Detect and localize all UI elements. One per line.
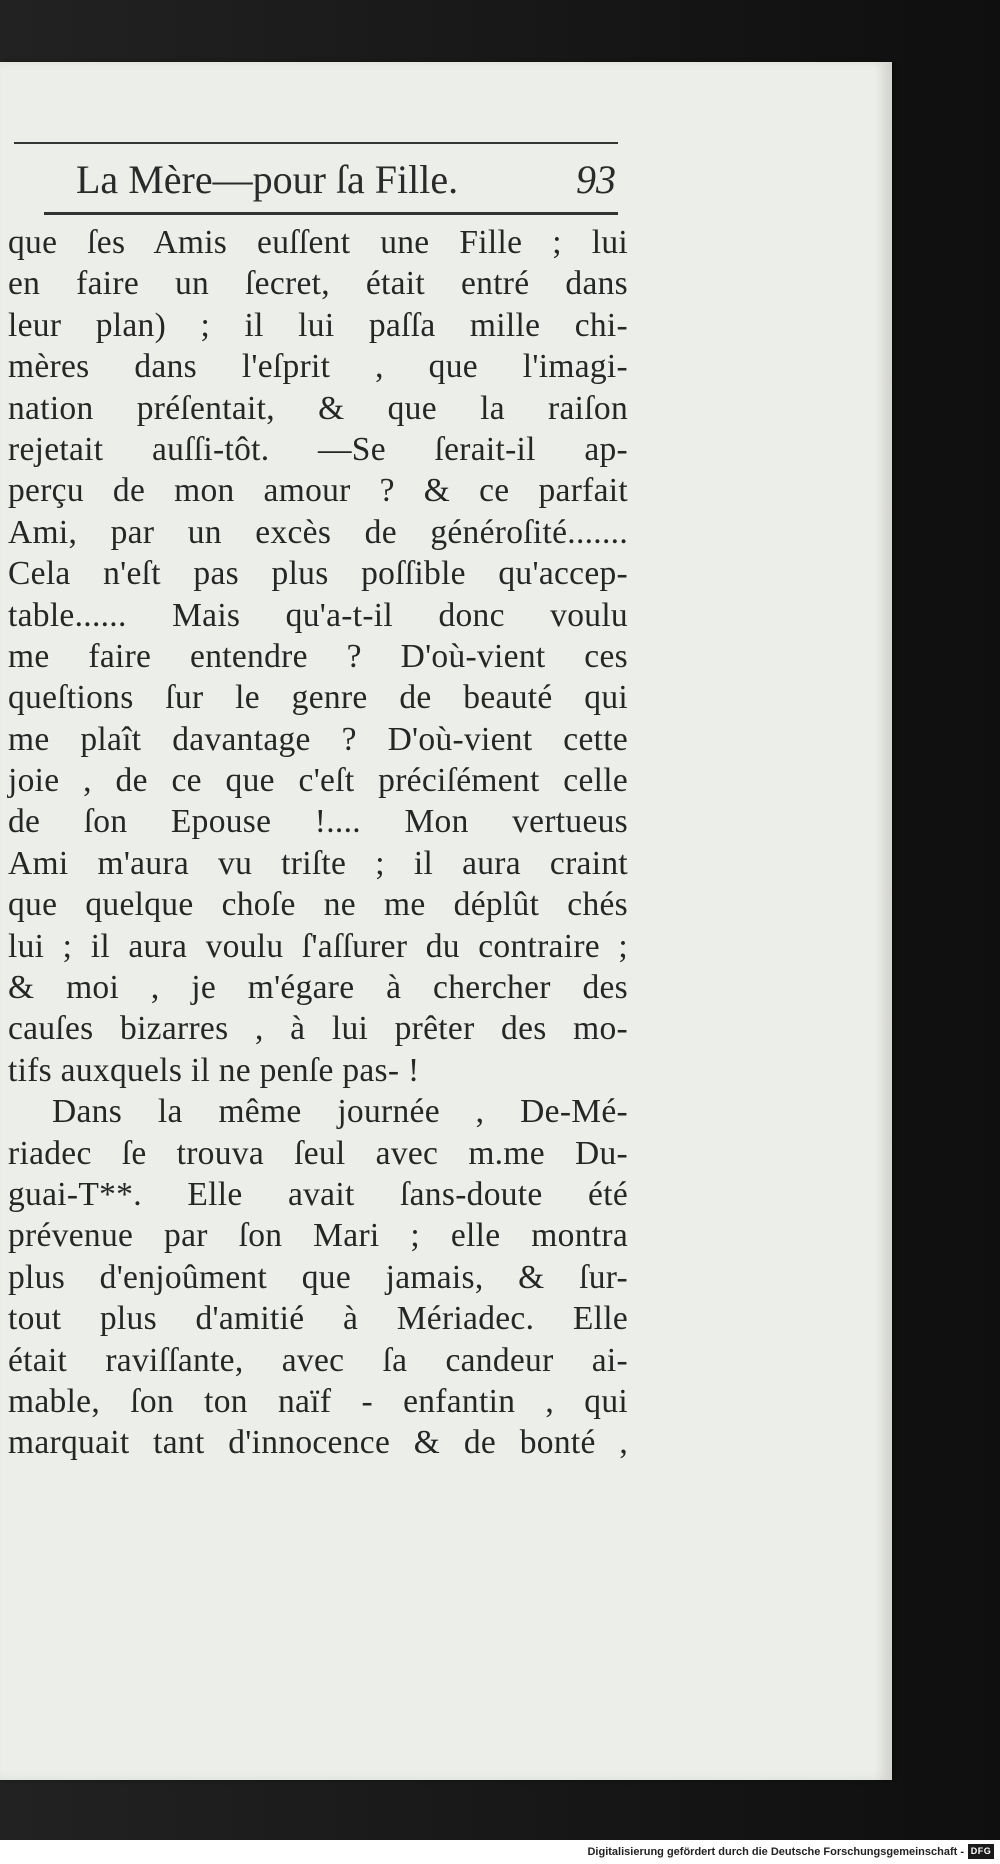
page-number: 93 [576,157,616,202]
text-line: Ami m'aura vu triſte ; il aura craint [8,844,628,882]
text-line: que quelque choſe ne me déplût chés [8,886,628,924]
text-line: queſtions ſur le genre de beauté qui [8,679,628,717]
text-line: que ſes Amis euſſent une Fille ; lui [8,224,628,261]
text-line: de ſon Epouse !.... Mon vertueus [8,803,628,841]
header-rule-bottom [44,212,618,215]
text-line: nation préſentait, & que la raiſon [8,389,628,427]
text-line: Cela n'eſt pas plus poſſible qu'accep- [8,555,628,593]
running-title: La Mère—pour ſa Fille. [76,157,459,202]
text-line: rejetait auſſi-tôt. —Se ſerait-il ap- [8,430,628,468]
text-line: me plaît davantage ? D'où-vient cette [8,720,628,758]
text-line: plus d'enjoûment que jamais, & ſur- [8,1258,628,1296]
text-line: joie , de ce que c'eſt préciſément celle [8,762,628,800]
funding-credit: Digitalisierung gefördert durch die Deutsche Forschungsgemeinschaft - [587,1846,964,1858]
text-line: riadec ſe trouva ſeul avec m.me Du- [8,1134,628,1172]
text-line: Ami, par un excès de généroſité....... [8,513,628,551]
text-line: tout plus d'amitié à Mériadec. Elle [8,1300,628,1338]
text-line: prévenue par ſon Mari ; elle montra [8,1217,628,1255]
text-line: marquait tant d'innocence & de bonté , [8,1424,628,1462]
text-line: table...... Mais qu'a-t-il donc voulu [8,596,628,634]
text-line: perçu de mon amour ? & ce parfait [8,472,628,510]
text-line: mères dans l'eſprit , que l'imagi- [8,348,628,386]
text-line: tifs auxquels il ne penſe pas- ! [8,1051,420,1089]
header-rule-top [14,142,618,144]
text-line: était raviſſante, avec ſa candeur ai- [8,1341,628,1379]
body-text [8,222,628,1464]
text-line: & moi , je m'égare à chercher des [8,969,628,1007]
text-line: leur plan) ; il lui paſſa mille chi- [8,306,628,344]
text-line: mable, ſon ton naïf - enfantin , qui [8,1382,628,1420]
text-line: en faire un ſecret, était entré dans [8,265,628,303]
text-line: cauſes bizarres , à lui prêter des mo- [8,1010,628,1048]
text-line: lui ; il aura voulu ſ'aſſurer du contraire ; [8,927,628,965]
dfg-logo: DFG [968,1844,994,1859]
text-line: Dans la même journée , De-Mé- [52,1093,628,1131]
digitization-footer [0,1840,1000,1864]
running-head [76,152,616,208]
text-line: guai-T**. Elle avait ſans-doute été [8,1175,628,1213]
text-line: me faire entendre ? D'où-vient ces [8,637,628,675]
